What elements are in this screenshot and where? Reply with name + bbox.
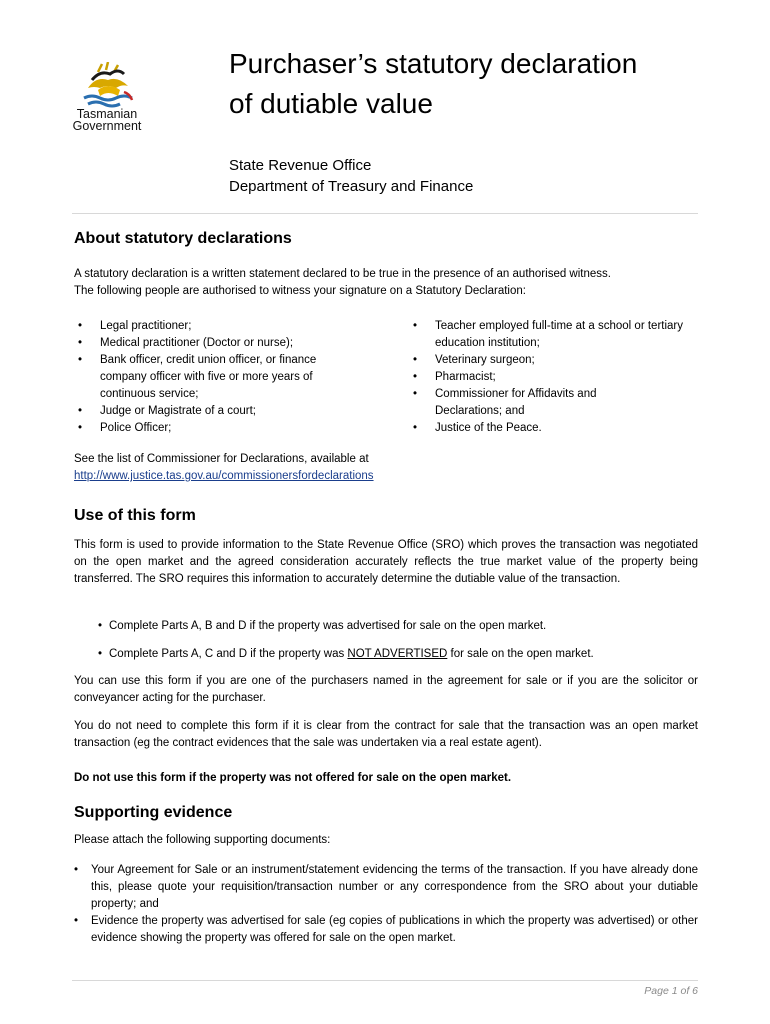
bullet-icon: • [78, 422, 83, 434]
bullet-icon: • [413, 354, 418, 366]
list-item [409, 369, 699, 386]
list-item-text: Evidence the property was advertised for sale (eg copies of publications in which the property was advertised) or other evidence showing the property was offered for sale on the open market. [91, 915, 698, 944]
issuer-block [229, 155, 473, 197]
list-item [96, 618, 696, 635]
list-item [74, 403, 374, 420]
use-paragraph-3: You do not need to complete this form if it is clear from the contract for sale that the transaction was an open market transaction (eg the contract evidences that the sale was undertaken via a real estate agent). [74, 720, 698, 749]
list-item-text: Your Agreement for Sale or an instrument/statement evidencing the terms of the transaction. If you have already done this, please quote your requisition/transaction number or any correspondence from the SRO about your dutiable property; and [91, 864, 698, 910]
about-intro-line-2: The following people are authorised to witness your signature on a Statutory Declaration: [74, 285, 526, 297]
about-intro [74, 266, 698, 300]
logo-text-tasmanian: Tasmanian [76, 107, 138, 121]
list-item-text: Legal practitioner; [100, 320, 192, 332]
use-paragraph-1: This form is used to provide information to the State Revenue Office (SRO) which proves the transaction was negotiated on the open market and the agreed consideration accurately reflects the true market value of the property being transferred. The SRO requires this information to accurately determine the dutiable value of the transaction. [74, 539, 698, 585]
evidence-list [74, 862, 698, 947]
list-item-text-end: for sale on the open market. [447, 648, 594, 660]
title-line-1: Purchaser’s statutory declaration [229, 48, 638, 79]
bullet-icon: • [413, 422, 418, 434]
list-item-text: Justice of the Peace. [435, 422, 542, 434]
bullet-icon: • [78, 354, 83, 366]
list-item [74, 913, 698, 947]
about-heading: About statutory declarations [74, 230, 292, 247]
list-item-text: Medical practitioner (Doctor or nurse); [100, 337, 294, 349]
header-divider [72, 213, 698, 214]
bullet-icon: • [413, 388, 418, 400]
bullet-icon: • [78, 405, 83, 417]
page-number: Page 1 of 6 [644, 985, 698, 997]
use-paragraph-2: You can use this form if you are one of the purchasers named in the agreement for sale or if you are the solicitor or conveyancer acting for the purchaser. [74, 675, 698, 704]
department-name: Department of Treasury and Finance [229, 178, 474, 195]
commissioner-reference [74, 451, 698, 485]
list-item-text: Pharmacist; [435, 371, 496, 383]
bullet-icon: • [413, 371, 418, 383]
bullet-icon: • [98, 648, 103, 660]
bullet-icon: • [413, 320, 418, 332]
use-instructions-list [96, 618, 696, 663]
office-name: State Revenue Office [229, 157, 372, 174]
commissioner-text: See the list of Commissioner for Declarations, available at [74, 453, 369, 465]
list-item-text: Complete Parts A, C and D if the property was [109, 648, 348, 660]
list-item [409, 420, 699, 437]
list-item-text: Police Officer; [100, 422, 172, 434]
about-intro-line-1: A statutory declaration is a written statement declared to be true in the presence of an authorised witness. [74, 268, 611, 280]
bullet-icon: • [98, 620, 103, 632]
title-line-2: of dutiable value [229, 88, 433, 119]
use-heading: Use of this form [74, 507, 196, 524]
bullet-icon: • [78, 337, 83, 349]
list-item-text: Bank officer, credit union officer, or finance company officer with five or more years of continuous service; [100, 354, 317, 400]
list-item-text: Teacher employed full-time at a school or tertiary education institution; [435, 320, 683, 349]
evidence-intro: Please attach the following supporting documents: [74, 834, 331, 846]
list-item [74, 318, 374, 335]
list-item-text: Veterinary surgeon; [435, 354, 535, 366]
list-item [409, 318, 699, 352]
list-item [96, 646, 696, 663]
witness-list-right [409, 318, 699, 437]
list-item [409, 386, 659, 420]
bullet-icon: • [74, 864, 79, 876]
bullet-icon: • [78, 320, 83, 332]
list-item-text: Complete Parts A, B and D if the property was advertised for sale on the open market. [109, 620, 547, 632]
commissioners-link[interactable]: http://www.justice.tas.gov.au/commissionersfordeclarations [74, 470, 374, 482]
thylacine-crest-icon [78, 62, 136, 110]
list-item [74, 335, 374, 352]
evidence-heading: Supporting evidence [74, 804, 233, 821]
bullet-icon: • [74, 915, 79, 927]
list-item [74, 862, 698, 913]
open-market-warning: Do not use this form if the property was not offered for sale on the open market. [74, 772, 512, 784]
page-title [229, 44, 637, 124]
list-item [74, 420, 374, 437]
list-item-text: Judge or Magistrate of a court; [100, 405, 256, 417]
list-item [74, 352, 364, 403]
footer-divider [72, 980, 698, 981]
list-item [409, 352, 699, 369]
logo-text-government: Government [72, 119, 142, 133]
list-item-text: Commissioner for Affidavits and Declarations; and [435, 388, 597, 417]
not-advertised-emphasis: NOT ADVERTISED [347, 648, 448, 660]
witness-list-left [74, 318, 374, 437]
tasmanian-government-logo [64, 62, 150, 138]
